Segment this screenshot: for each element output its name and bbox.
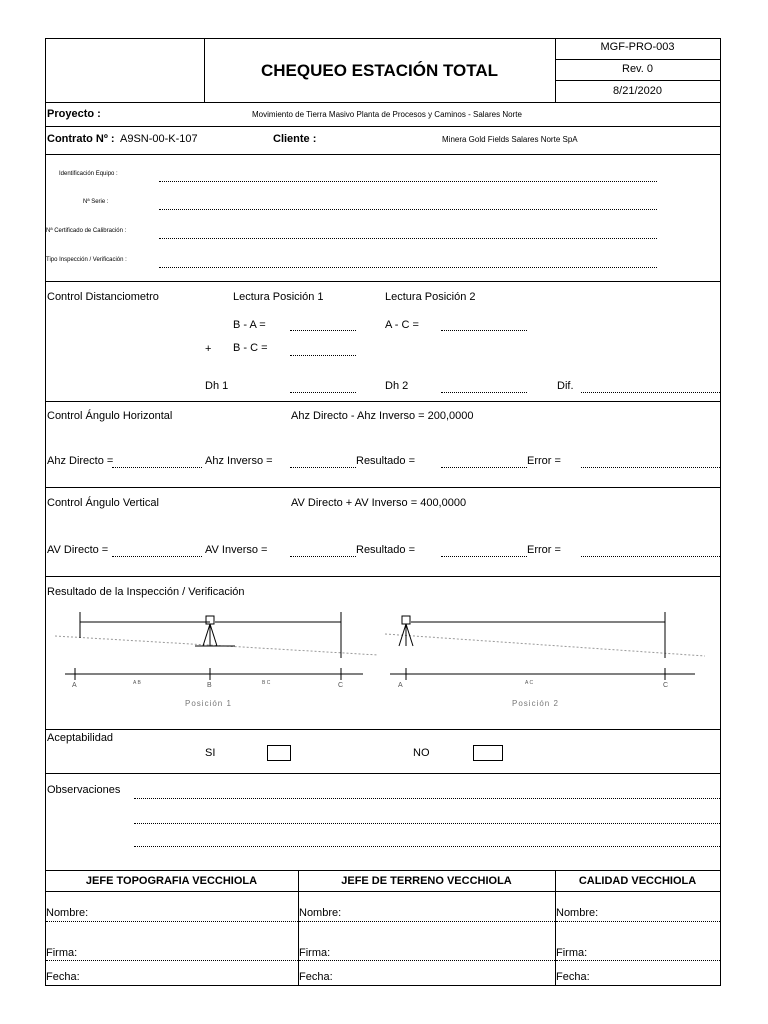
document-date: 8/21/2020 bbox=[613, 85, 662, 97]
distance-title: Control Distanciometro bbox=[47, 291, 159, 303]
col2-name-label: Nombre: bbox=[299, 907, 342, 919]
equipment-id-label: Identificación Equipo : bbox=[59, 171, 118, 177]
ahz-direct-field[interactable] bbox=[112, 467, 202, 468]
signature-col1-title: JEFE TOPOGRAFIA VECCHIOLA bbox=[85, 875, 258, 887]
horizontal-formula: Ahz Directo - Ahz Inverso = 200,0000 bbox=[291, 410, 474, 422]
av-direct-field[interactable] bbox=[112, 556, 202, 557]
col1-name-field[interactable] bbox=[46, 921, 298, 922]
client-value: Minera Gold Fields Salares Norte SpA bbox=[442, 135, 578, 144]
col1-sign-label: Firma: bbox=[46, 947, 78, 959]
col2-sign-field[interactable] bbox=[299, 960, 555, 961]
inspection-type-field[interactable] bbox=[159, 267, 657, 268]
observations-line-1[interactable] bbox=[134, 798, 720, 799]
client-label: Cliente : bbox=[273, 133, 317, 145]
document-code: MGF-PRO-003 bbox=[600, 41, 675, 53]
ahz-inverse-field[interactable] bbox=[290, 467, 356, 468]
col3-name-label: Nombre: bbox=[556, 907, 599, 919]
serial-field[interactable] bbox=[159, 209, 657, 210]
position2-diagram bbox=[385, 612, 705, 680]
bc-field[interactable] bbox=[290, 355, 356, 356]
col1-name-label: Nombre: bbox=[46, 907, 89, 919]
project-value: Movimiento de Tierra Masivo Planta de Procesos y Caminos - Salares Norte bbox=[252, 110, 522, 119]
diagram-label-bc: B C bbox=[262, 680, 271, 686]
equipment-id-field[interactable] bbox=[159, 181, 657, 182]
diagram-position1-label: Posición 1 bbox=[185, 699, 232, 708]
dif-label: Dif. bbox=[557, 380, 574, 392]
position1-heading: Lectura Posición 1 bbox=[233, 291, 324, 303]
ba-label: B - A = bbox=[233, 319, 266, 331]
vertical-result-field[interactable] bbox=[441, 556, 527, 557]
dh1-label: Dh 1 bbox=[205, 380, 229, 392]
col3-sign-label: Firma: bbox=[556, 947, 588, 959]
vertical-formula: AV Directo + AV Inverso = 400,0000 bbox=[291, 497, 467, 509]
position-diagram bbox=[45, 600, 720, 725]
av-inverse-field[interactable] bbox=[290, 556, 356, 557]
dh2-field[interactable] bbox=[441, 392, 527, 393]
dh1-field[interactable] bbox=[290, 392, 356, 393]
diagram-label-ac: A C bbox=[525, 680, 534, 686]
col3-name-field[interactable] bbox=[556, 921, 720, 922]
position2-heading: Lectura Posición 2 bbox=[385, 291, 476, 303]
dif-field[interactable] bbox=[581, 392, 720, 393]
col2-sign-label: Firma: bbox=[299, 947, 331, 959]
dh2-label: Dh 2 bbox=[385, 380, 409, 392]
ac-field[interactable] bbox=[441, 330, 527, 331]
horizontal-error-field[interactable] bbox=[581, 467, 720, 468]
acceptability-title: Aceptabilidad bbox=[47, 732, 114, 744]
col1-sign-field[interactable] bbox=[46, 960, 298, 961]
observations-title: Observaciones bbox=[47, 784, 121, 796]
ahz-direct-label: Ahz Directo = bbox=[47, 455, 114, 467]
diagram-position2-label: Posición 2 bbox=[512, 699, 559, 708]
inspection-type-label: Tipo Inspección / Verificación : bbox=[46, 257, 127, 263]
diagram-label-b: B bbox=[207, 682, 212, 689]
horizontal-result-label: Resultado = bbox=[356, 455, 416, 467]
project-label: Proyecto : bbox=[47, 108, 101, 120]
horizontal-error-label: Error = bbox=[527, 455, 561, 467]
horizontal-title: Control Ángulo Horizontal bbox=[47, 410, 173, 422]
col3-date-label: Fecha: bbox=[556, 971, 590, 983]
signature-col3-title: CALIDAD VECCHIOLA bbox=[578, 875, 697, 887]
diagram-label-a2: A bbox=[398, 682, 403, 689]
vertical-title: Control Ángulo Vertical bbox=[47, 497, 159, 509]
contract-value: A9SN-00-K-107 bbox=[120, 133, 198, 145]
diagram-label-c2: C bbox=[663, 682, 669, 689]
page-title: CHEQUEO ESTACIÓN TOTAL bbox=[260, 61, 499, 80]
plus-sign: + bbox=[205, 343, 212, 355]
yes-checkbox[interactable] bbox=[267, 745, 291, 761]
calibration-field[interactable] bbox=[159, 238, 657, 239]
observations-line-2[interactable] bbox=[134, 823, 720, 824]
no-checkbox[interactable] bbox=[473, 745, 503, 761]
position1-diagram bbox=[55, 612, 378, 680]
revision: Rev. 0 bbox=[622, 63, 653, 75]
diagram-label-a1: A bbox=[72, 682, 77, 689]
observations-line-3[interactable] bbox=[134, 846, 720, 847]
serial-label: Nª Serie : bbox=[83, 199, 109, 205]
ahz-inverse-label: Ahz Inverso = bbox=[205, 455, 273, 467]
col2-date-label: Fecha: bbox=[299, 971, 333, 983]
calibration-label: Nª Certificado de Calibración : bbox=[46, 228, 127, 234]
signature-col2-title: JEFE DE TERRENO VECCHIOLA bbox=[341, 875, 512, 887]
bc-label: B - C = bbox=[233, 342, 268, 354]
horizontal-result-field[interactable] bbox=[441, 467, 527, 468]
col3-sign-field[interactable] bbox=[556, 960, 720, 961]
result-title: Resultado de la Inspección / Verificación bbox=[47, 586, 245, 598]
ac-label: A - C = bbox=[385, 319, 419, 331]
vertical-error-field[interactable] bbox=[581, 556, 720, 557]
yes-label: SI bbox=[205, 747, 216, 759]
vertical-result-label: Resultado = bbox=[356, 544, 416, 556]
av-inverse-label: AV Inverso = bbox=[205, 544, 268, 556]
col2-name-field[interactable] bbox=[299, 921, 555, 922]
vertical-error-label: Error = bbox=[527, 544, 561, 556]
col1-date-label: Fecha: bbox=[46, 971, 80, 983]
ba-field[interactable] bbox=[290, 330, 356, 331]
diagram-label-c1: C bbox=[338, 682, 344, 689]
contract-label: Contrato Nº : bbox=[47, 133, 115, 145]
av-direct-label: AV Directo = bbox=[47, 544, 109, 556]
no-label: NO bbox=[413, 747, 430, 759]
diagram-label-ab: A B bbox=[133, 680, 141, 686]
